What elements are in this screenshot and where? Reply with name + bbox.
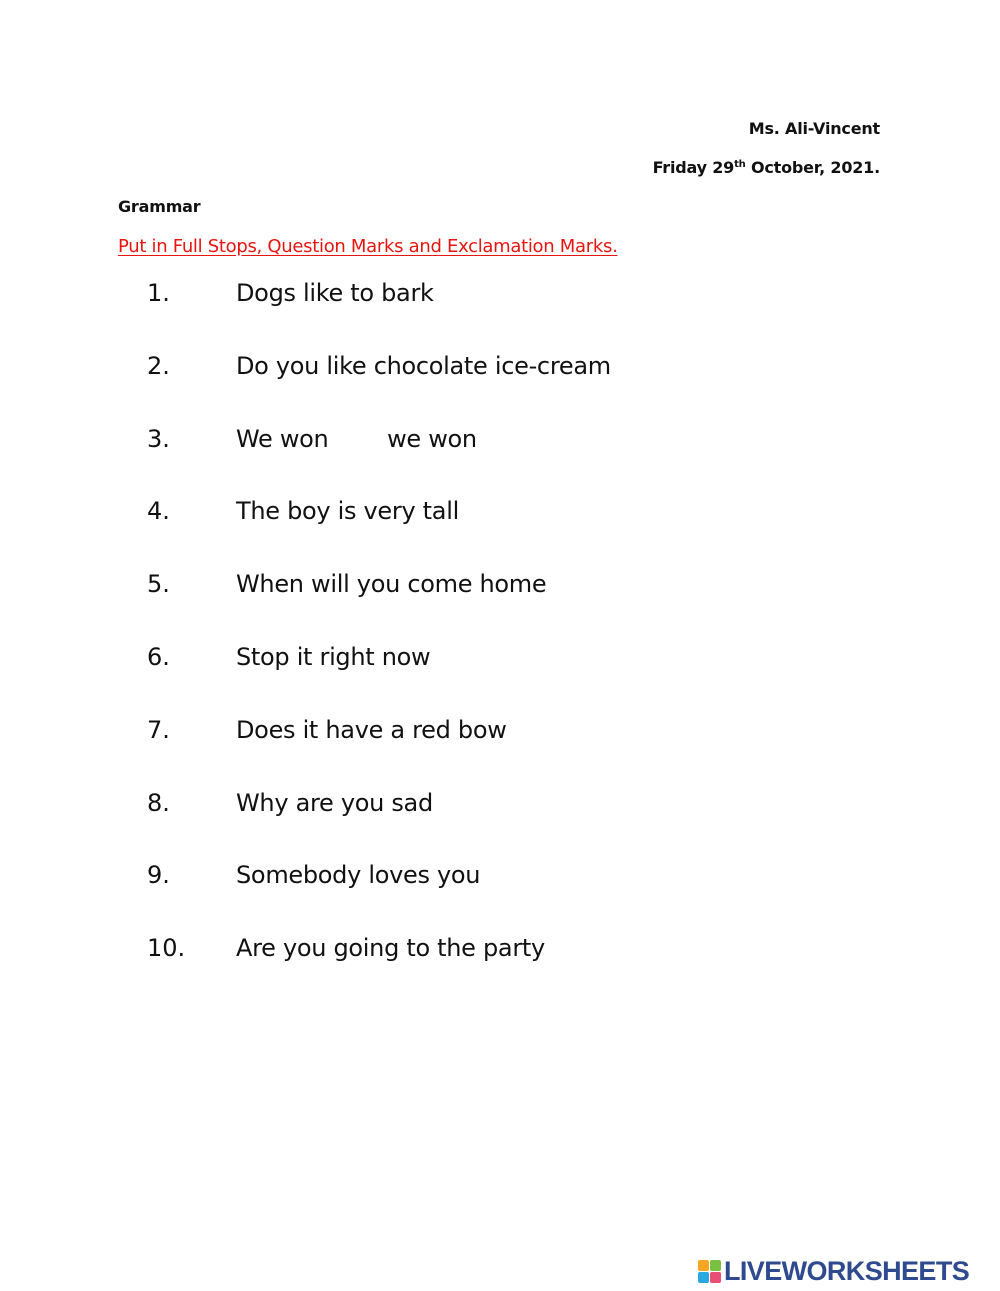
exercise-item (0, 279, 1000, 352)
logo-square-3 (698, 1272, 709, 1283)
item-number: 5. (147, 570, 170, 599)
logo-wordmark: LIVEWORKSHEETS (724, 1255, 970, 1286)
exercise-item (0, 861, 1000, 934)
subject-heading: Grammar (118, 197, 201, 216)
item-number: 7. (147, 715, 170, 744)
item-number: 3. (147, 424, 170, 453)
teacher-name: Ms. Ali-Vincent (748, 119, 880, 138)
liveworksheets-logo (698, 1255, 969, 1287)
item-sentence: Are you going to the party (236, 934, 545, 963)
item-sentence: We won we won (236, 424, 477, 453)
date-rest: October, 2021. (745, 158, 880, 177)
item-number: 9. (147, 861, 170, 890)
logo-grid-icon (698, 1260, 721, 1283)
date-day: Friday 29 (652, 158, 735, 177)
item-sentence: Why are you sad (236, 788, 433, 817)
logo-square-4 (710, 1272, 721, 1283)
exercise-item (0, 425, 1000, 498)
item-sentence: Somebody loves you (236, 861, 481, 890)
item-number: 2. (147, 351, 170, 380)
item-number: 1. (147, 279, 170, 307)
item-sentence: Do you like chocolate ice-cream (236, 351, 611, 380)
item-number: 10. (147, 934, 186, 963)
instructions: Put in Full Stops, Question Marks and Exclamation Marks. (118, 236, 618, 257)
exercise-item (0, 497, 1000, 570)
exercise-item (0, 643, 1000, 716)
item-sentence: Stop it right now (236, 642, 431, 671)
exercise-item (0, 789, 1000, 862)
item-sentence: When will you come home (236, 570, 547, 599)
exercise-item (0, 934, 1000, 1007)
item-sentence: The boy is very tall (236, 497, 459, 526)
logo-square-1 (698, 1260, 709, 1271)
date-line (653, 158, 880, 177)
exercise-list (0, 279, 1000, 1007)
item-sentence: Dogs like to bark (236, 279, 434, 307)
item-number: 8. (147, 788, 170, 817)
exercise-item (0, 716, 1000, 789)
exercise-item (0, 352, 1000, 425)
date-ordinal-suffix: th (734, 159, 746, 170)
logo-square-2 (710, 1260, 721, 1271)
item-number: 4. (147, 497, 170, 526)
item-sentence: Does it have a red bow (236, 715, 507, 744)
item-number: 6. (147, 642, 170, 671)
exercise-item (0, 570, 1000, 643)
